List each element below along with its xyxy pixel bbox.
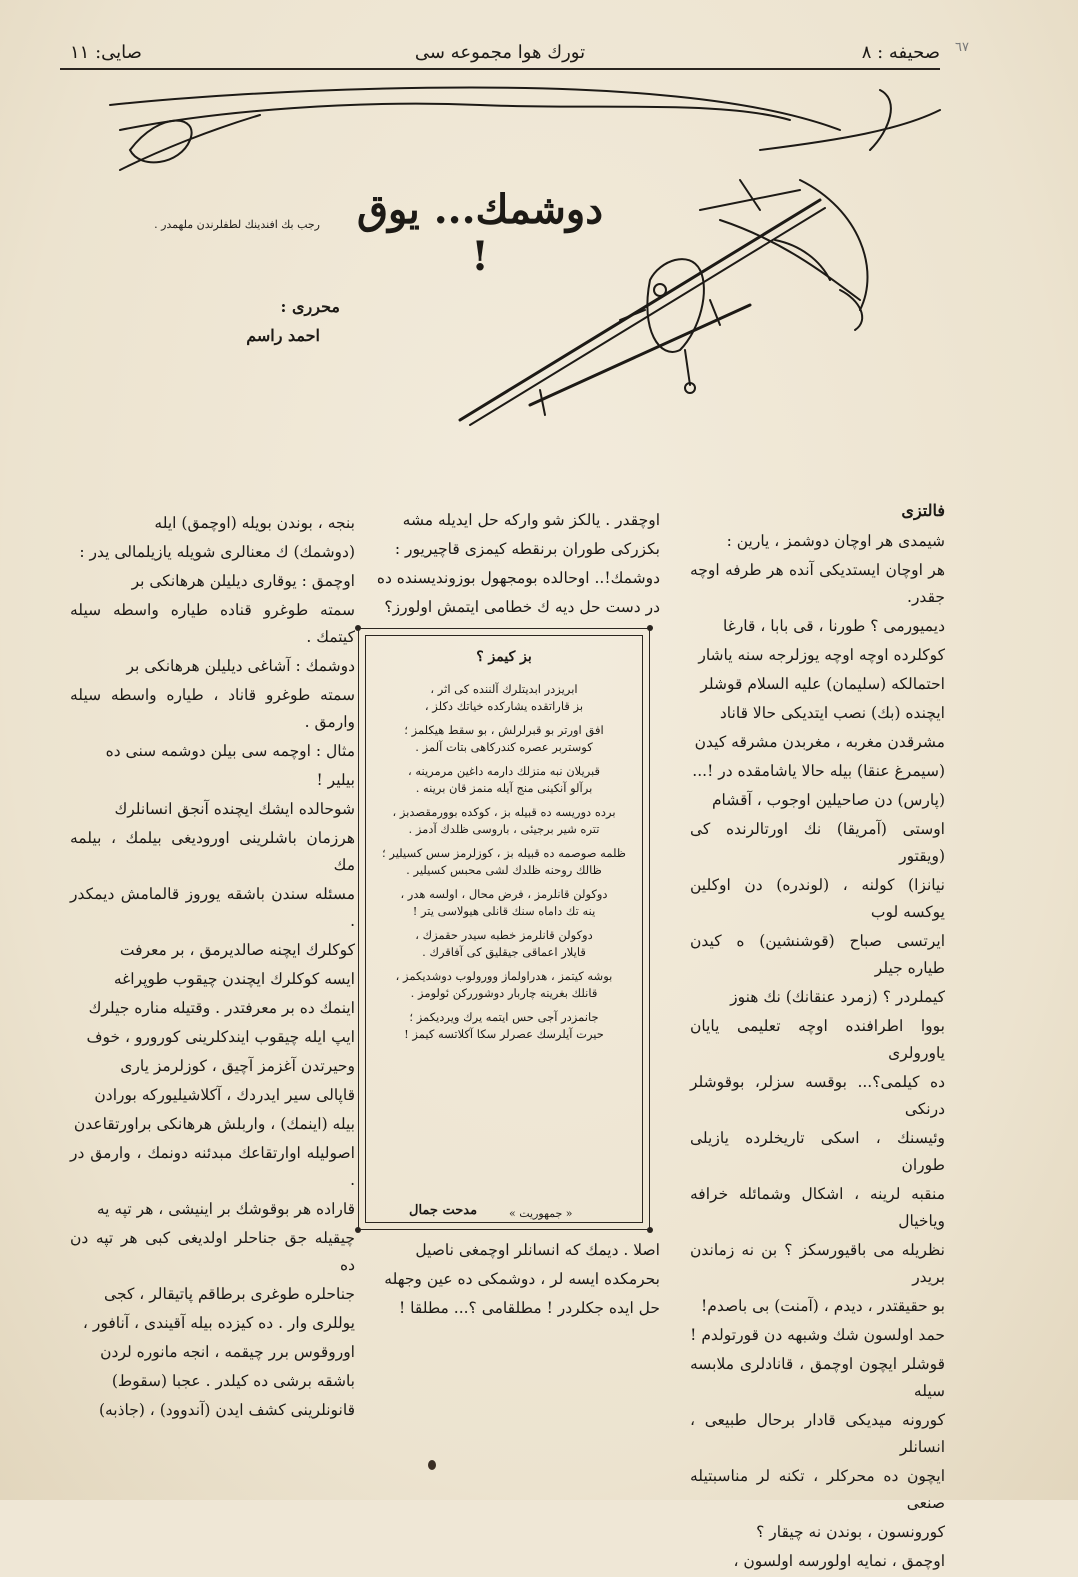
tail-plane (700, 190, 800, 210)
column-middle-bottom (360, 1237, 660, 1324)
text-line: ايچون ده محركلر ، تكنه لر مناسبتيله صنعى (690, 1467, 945, 1512)
poem-line: دوكولن قانلرمز ، فرض محال ، اولسه هدر ، (400, 887, 608, 901)
text-line: بنجه ، بوندن بويله (اوچمق) ايله (154, 514, 355, 532)
text-line: نظريله مى باقيورسكز ؟ بن نه زماندن بريدر (690, 1241, 945, 1286)
text-line: شوحالده ايشك ايچنده آنجق انسانلرك (114, 800, 355, 818)
poem-line: برده دوريسه ده قبيله بز ، كوكده بوورمقصدبز ، (392, 805, 616, 819)
text-line: قاراده هر بوقوشك بر اينيشى ، هر تپه يه (96, 1200, 355, 1218)
poem-title: بز كيمز ؟ (476, 649, 532, 665)
text-line: اصلا . ديمك كه انسانلر اوچمغى ناصيل (415, 1241, 660, 1259)
poem-line: افق اورتر بو قبرلرلش ، بو سقط هيكلمز ؛ (404, 723, 604, 737)
author-name: احمد راسم (246, 326, 320, 345)
text-line: (سيمرغ عنقا) بيله حالا ياشامقده در !... (692, 762, 945, 780)
text-line: ديميورمى ؟ طورنا ، قى بابا ، قارغا (722, 617, 945, 635)
poem-line: جانمزدر آجى حس ايتمه يرك ويرديكمز ؛ (409, 1010, 599, 1024)
text-line: در دست حل ديه ك خطامى ايتمش اولورز؟ (384, 598, 660, 616)
text-line: ايرتسى صباح (قوشنشين) ه كيدن طياره جيلر (690, 932, 945, 977)
wind-stroke (760, 110, 940, 150)
poem-line: قايلار اعماقى جيقليق كى آفاقرك . (422, 945, 586, 959)
text-line: وئيسنك ، اسكى تاريخلرده يازيلى طوران (690, 1129, 945, 1174)
poem-box (358, 628, 650, 1230)
section-heading: فالتزی (901, 501, 945, 520)
poem-line: ينه تك داماه سنك قانلى هيولاسى يتر ! (412, 904, 596, 918)
cockpit (654, 284, 666, 296)
poem-source: « جمهوريت » (509, 1207, 573, 1220)
article-title: دوشمك... يوق ! (356, 186, 603, 280)
journal-title: تورك هوا مجموعه سی (414, 42, 586, 63)
text-line: شيمدی هر اوچان دوشمز ، يارين : (726, 532, 945, 550)
text-line: اينمك ده بر معرفتدر . وقتيله مناره جيلرك (88, 999, 355, 1017)
poem-stanza (371, 804, 637, 838)
text-line: (پارس) دن صاحيلين اوجوب ، آقشام (711, 791, 945, 809)
poem-author: مدحت جمال (409, 1203, 478, 1218)
text-line: كورونه ميديكى قادار برحال طبيعى ، انسانلر (690, 1411, 945, 1456)
text-line: مشرقدن مغربه ، مغربدن مشرقه كيدن (694, 733, 945, 751)
text-line: ده كيلمى؟... بوقسه سزلر، بوقوشلر درنكى (690, 1073, 945, 1118)
poem-line: قبريلان نبه منزلك دارمه داغين مرمرينه ، (407, 764, 601, 778)
text-line: احتمالكه (سليمان) عليه السلام قوشلر (700, 675, 945, 693)
text-line: سمته طوغرو قاناد ، طياره واسطه سيله وارمق . (70, 686, 355, 731)
text-line: هر اوچان ايستديكى آنده هر طرفه اوچه جقدر. (690, 561, 945, 606)
poem-line: تتره شير برجيئى ، باروسى ظلدك آدمز . (408, 822, 600, 836)
text-line: حمد اولسون شك وشبهه دن قورتولدم ! (690, 1326, 945, 1344)
text-line: ايچنده (بك) نصب ايتديكى حالا قاناد (719, 704, 945, 722)
text-line: بووا اطرافنده اوچه تعليمى يايان ياورولرى (690, 1017, 945, 1062)
text-line: هرزمان باشلرينى اوروديغى بيلمك ، بيلمه مك (70, 829, 355, 874)
poem-line: ظلمه صوصمه ده قبيله بز ، كوزلرمز سس كسيلير ؛ (382, 846, 626, 860)
poem-stanza (371, 845, 637, 879)
poem-line: كوستربر عصره كندركاهى بتات آلمز . (415, 740, 593, 754)
poem-stanza (371, 927, 637, 961)
illustration-credit: رجب بك افندينك لطفلرندن ملهمدر . (154, 218, 320, 231)
text-line: اصوليله اوارتقاعك مبدئنه دونمك ، وارمق در . (70, 1144, 355, 1189)
text-line: اوچمق ، نمايه اولورسه اولسون ، (733, 1552, 945, 1570)
column-middle-top (360, 507, 660, 623)
column-right (690, 497, 945, 1577)
text-line: قانونلرينى كشف ايدن (آندوود) ، (جاذبه) (98, 1401, 355, 1419)
poem-stanza (371, 722, 637, 756)
issue-label: صايى: ١١ (70, 42, 142, 63)
poem-body (371, 681, 637, 1050)
page-header (60, 40, 940, 70)
text-line: (دوشمك) ك معنالرى شويله يازيلمالى يدر : (79, 543, 355, 561)
page-label: صحيفه : ٨ (861, 42, 940, 63)
text-line: كوكلرده اوچه اوچه يوزلرجه سنه ياشار (698, 646, 945, 664)
column-right-lines (690, 528, 945, 1575)
text-line: بيلير ! (316, 771, 355, 789)
wind-stroke (840, 290, 862, 330)
text-line: دوشمك!.. اوحالده بومجهول بوزونديسنده ده (376, 569, 660, 587)
text-line: چيقيله جق جناحلر اولديغى كبى هر تپه دن ده (70, 1229, 355, 1274)
text-line: بيله (اينمك) ، واربلش هرهانكى براورتقاعدن (73, 1115, 355, 1133)
frame-corner-dot (647, 1227, 653, 1233)
poem-stanza (371, 681, 637, 715)
frame-corner-dot (355, 625, 361, 631)
text-line: وحيرتدن آغزمز آچيق ، كوزلرمز يارى (120, 1057, 355, 1075)
author-label: محرری : (280, 297, 340, 316)
column-left (70, 510, 355, 1426)
cloud-line (120, 115, 260, 170)
text-line: ايپ ايله چيقوب ايندكلرينى كورورو ، خوف (86, 1028, 355, 1046)
poem-stanza (371, 886, 637, 920)
text-line: يوللرى وار . ده كيزده بيله آقيندى ، آنافور ، (82, 1314, 355, 1332)
poem-line: بز قاراتقده يشاركده خياتك دكلز ، (424, 699, 584, 713)
text-line: اوروقوس برر چيقمه ، انجه مانوره لردن (100, 1343, 355, 1361)
poem-line: حيرت آيلرسك عصرلر سكا آكلاتسه كيمز ! (404, 1027, 604, 1041)
poem-line: بوشه كيتمز ، هدراولماز وورولوب دوشديكمز ، (395, 969, 613, 983)
poem-stanza (371, 968, 637, 1002)
text-line: اوستى (آمريقا) نك اورتالرنده كى (ويقتور (690, 820, 945, 865)
text-line: كوكلرك ايچنه صالديرمق ، بر معرفت (119, 941, 355, 959)
text-line: باشقه برشى ده كيلدر . عجبا (سقوط) (111, 1372, 355, 1390)
text-line: منقبه لرينه ، اشكال وشمائله خرافه وياخيال (690, 1185, 945, 1230)
text-line: قوشلر ايچون اوچمق ، قانادلرى ملابسه سيله (690, 1355, 945, 1400)
poem-line: برآلو آنكينى منج آيله منمز قان برينه . (415, 781, 593, 795)
landing-gear (685, 350, 690, 385)
text-line: بكزركى طوران برنقطه كيمزى قاچيريور : (394, 540, 660, 558)
text-line: بو حقيقتدر ، ديدم ، (آمنت) بى باصدم! (701, 1297, 945, 1315)
tail-strut (740, 180, 760, 210)
text-line: حل ايده جكلردر ! مطلقامى ؟... مطلقا ! (398, 1299, 660, 1317)
frame-corner-dot (355, 1227, 361, 1233)
text-line: سمته طوغرو قناده طياره واسطه سيله كيتمك . (70, 601, 355, 646)
text-line: كورونسون ، بوندن نه چيقار ؟ (756, 1523, 945, 1541)
poem-line: ابريزدر ابدیتلرك آلننده كى اثر ، (430, 682, 578, 696)
poem-line: ظالك روحنه ظلدك لشى محبس كسيلير . (406, 863, 602, 877)
wind-stroke (870, 90, 891, 150)
cloud-line (110, 88, 840, 130)
text-line: مسئله سندن باشقه يوروز قالمامش ديمكدر . (70, 885, 355, 930)
text-line: دوشمك : آشاغى ديليلن هرهانكى بر (126, 657, 355, 675)
text-line: بحرمكده ايسه لر ، دوشمكى ده عين وجهله (384, 1270, 660, 1288)
text-line: اوچمق : يوقارى ديليلن هرهانكى بر (131, 572, 355, 590)
text-line: مثال : اوچمه سى بيلن دوشمه سنى ده (105, 742, 355, 760)
propeller (620, 310, 645, 320)
ink-spot (428, 1460, 436, 1470)
poem-line: دوكولن قانلرمز خطبه سيدر حقمزك ، (415, 928, 593, 942)
wind-stroke (800, 180, 868, 310)
text-line: قاپالى سير ايدردك ، آكلاشيليوركه بورادن (94, 1086, 355, 1104)
poem-stanza (371, 763, 637, 797)
text-line: اوچقدر . يالكز شو واركه حل ايديله مشه (402, 511, 660, 529)
frame-corner-dot (647, 625, 653, 631)
cloud-line (120, 104, 790, 130)
poem-line: قانلك بغرينه چاربار دوشورركن ئولومز . (410, 986, 598, 1000)
text-line: ايسه كوكلرك ايچندن چيقوب طوپراغه (113, 970, 355, 988)
text-line: نيانزا) كولنه ، (لوندره) دن اوكلين يوكسه لوب (690, 876, 945, 921)
text-line: جناحلره طوغرى برطاقم پاتيقالر ، كجى (104, 1285, 355, 1303)
text-line: كيملردر ؟ (زمرد عنقانك) نك هنوز (730, 988, 945, 1006)
corner-page-number: ٦٧ (955, 40, 969, 55)
wing-strut (540, 390, 545, 415)
poem-stanza (371, 1009, 637, 1043)
